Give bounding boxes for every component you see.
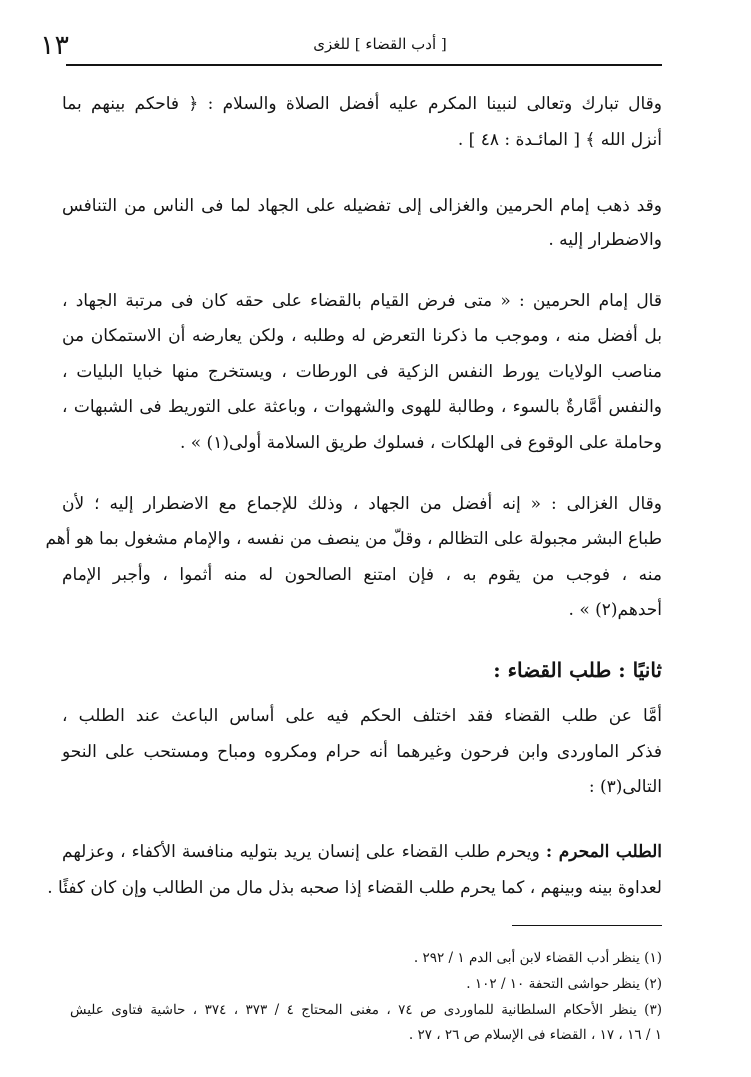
body-line: وحاملة على الوقوع فى الهلكات ، فسلوك طريق السلامة أولى(١) » . — [179, 433, 662, 453]
body-line: والاضطرار إليه . — [548, 230, 662, 250]
body-line: التالى(٣) : — [588, 777, 662, 797]
body-line: مناصب الولايات يورط النفس الزكية فى الورطات ، ويستخرج منها خبايا البليات ، — [62, 362, 662, 382]
body-line: وقد ذهب إمام الحرمين والغزالى إلى تفضيله على الجهاد لما فى الناس من التنافس — [62, 196, 662, 216]
body-line: وقال الغزالى : « إنه أفضل من الجهاد ، وذلك للإجماع مع الاضطرار إليه ؛ لأن — [62, 494, 662, 514]
body-line: أمَّا عن طلب القضاء فقد اختلف الحكم فيه على أساس الباعث عند الطلب ، — [62, 706, 662, 726]
footnote: (٣) ينظر الأحكام السلطانية للماوردى ص ٧٤ ، مغنى المحتاج ٤ / ٣٧٣ ، ٣٧٤ ، حاشية فتاوى عليش — [70, 1002, 662, 1018]
body-line: طباع البشر مجبولة على التظالم ، وقلّ من ينصف من نفسه ، والإمام مشغول بما هو أهم — [45, 529, 662, 549]
body-line: وقال تبارك وتعالى لنبينا المكرم عليه أفضل الصلاة والسلام : ﴿ فاحكم بينهم بما — [62, 94, 662, 114]
section-heading: ثانيًا : طلب القضاء : — [493, 658, 662, 682]
body-line: بل أفضل منه ، وموجب ما ذكرنا التعرض له وطلبه ، ولكن يعارضه أن الاستمكان من — [62, 326, 662, 346]
running-head: [ أدب القضاء ] للغزى — [313, 35, 447, 53]
footnote: (٢) ينظر حواشى التحفة ١٠ / ١٠٢ . — [466, 976, 662, 992]
body-line — [62, 836, 662, 868]
footnote: (١) ينظر أدب القضاء لابن أبى الدم ١ / ٢٩٢ . — [413, 950, 662, 966]
header-rule — [66, 64, 662, 66]
body-line: والنفس أمَّارةٌ بالسوء ، وطالبة للهوى والشهوات ، وباعثة على التوريط فى الشبهات ، — [62, 397, 662, 417]
footnote-rule — [512, 925, 662, 926]
body-line: قال إمام الحرمين : « متى فرض القيام بالقضاء على حقه كان فى مرتبة الجهاد ، — [62, 291, 662, 311]
body-line: منه ، فوجب من يقوم به ، فإن امتنع الصالحون له منه أثموا ، وأجبر الإمام — [62, 565, 662, 585]
body-line: أحدهم(٢) » . — [568, 600, 662, 620]
body-line: فذكر الماوردى وابن فرحون وغيرهما أنه حرام ومكروه ومباح ومستحب على النحو — [62, 742, 662, 762]
footnote: ١ / ١٦ ، ١٧ ، القضاء فى الإسلام ص ٢٦ ، ٢٧ . — [408, 1027, 662, 1043]
run-in-heading: الطلب المحرم : — [545, 842, 662, 862]
body-line: لعداوة بينه وبينهم ، كما يحرم طلب القضاء إذا صحبه بذل مال من الطالب وإن كان كفئًا . — [47, 878, 662, 898]
body-line: أنزل الله ﴾ [ المائـدة : ٤٨ ] . — [457, 130, 662, 150]
body-text: ويحرم طلب القضاء على إنسان يريد بتوليه منافسة الأكفاء ، وعزلهم — [62, 842, 546, 862]
page-number: ١٣ — [40, 30, 70, 61]
